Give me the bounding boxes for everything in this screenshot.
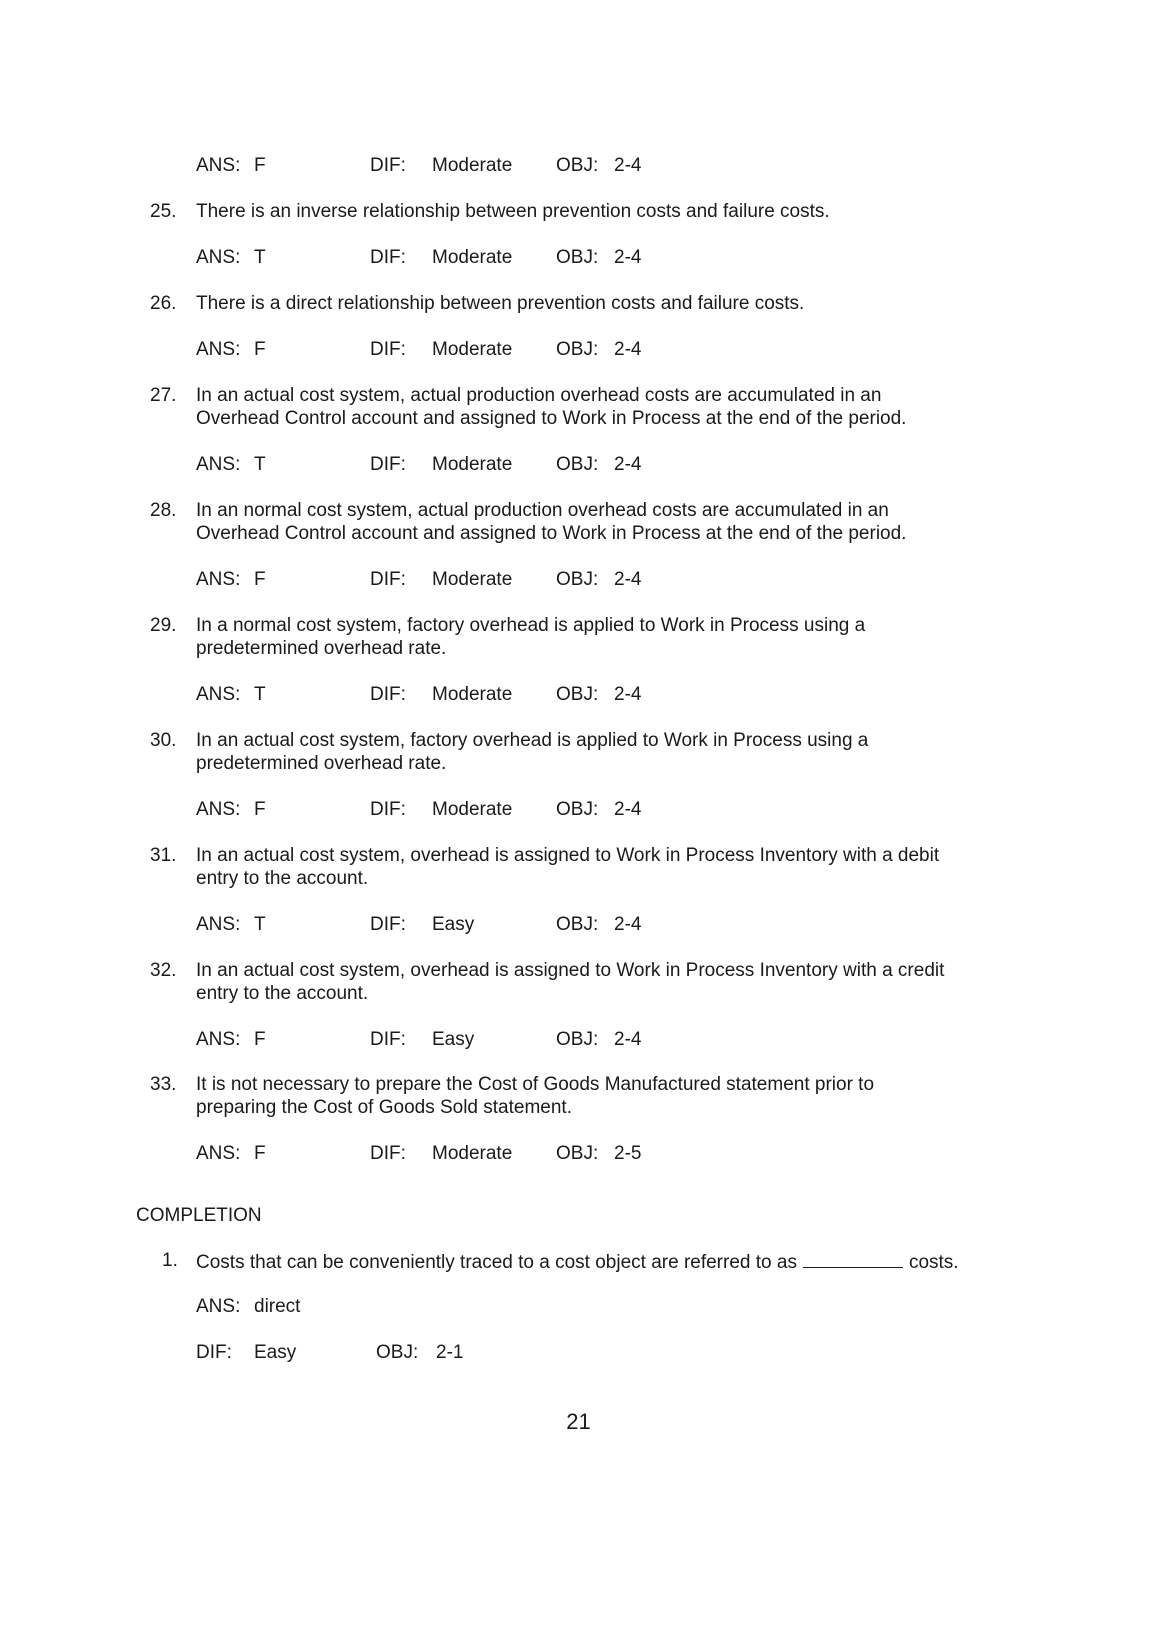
question-number: 31. — [150, 845, 177, 866]
ans-value: F — [254, 339, 266, 360]
obj-label: OBJ: — [556, 914, 599, 935]
obj-label: OBJ: — [556, 339, 599, 360]
obj-label: OBJ: — [556, 1029, 599, 1050]
obj-label: OBJ: — [556, 1143, 599, 1164]
dif-label: DIF: — [370, 1143, 406, 1164]
dif-label: DIF: — [370, 339, 406, 360]
question-text-line-1: In an actual cost system, overhead is assigned to Work in Process Inventory with a debit — [196, 845, 940, 866]
dif-value: Moderate — [432, 799, 513, 820]
obj-label: OBJ: — [556, 155, 599, 176]
ans-label: ANS: — [196, 914, 241, 935]
dif-label: DIF: — [370, 1029, 406, 1050]
obj-value: 2-4 — [614, 339, 642, 360]
dif-value: Moderate — [432, 155, 513, 176]
dif-value: Moderate — [432, 247, 513, 268]
question-text-line-1: In a normal cost system, factory overhead is applied to Work in Process using a — [196, 615, 866, 636]
dif-label: DIF: — [370, 155, 406, 176]
ans-value: F — [254, 1143, 266, 1164]
dif-label: DIF: — [370, 247, 406, 268]
obj-value: 2-4 — [614, 684, 642, 705]
obj-value: 2-4 — [614, 914, 642, 935]
obj-label: OBJ: — [556, 799, 599, 820]
dif-label: DIF: — [196, 1342, 232, 1363]
question-text-line-1: In an actual cost system, actual production overhead costs are accumulated in an — [196, 385, 882, 406]
question-number: 32. — [150, 960, 177, 981]
question-text-line-2: predetermined overhead rate. — [196, 638, 447, 659]
dif-label: DIF: — [370, 684, 406, 705]
ans-label: ANS: — [196, 339, 241, 360]
ans-label: ANS: — [196, 684, 241, 705]
section-heading: COMPLETION — [136, 1205, 262, 1226]
ans-value: T — [254, 454, 266, 475]
question-text-before: Costs that can be conveniently traced to a cost object are referred to as — [196, 1252, 797, 1273]
ans-value: F — [254, 1029, 266, 1050]
dif-value: Moderate — [432, 684, 513, 705]
ans-value: T — [254, 247, 266, 268]
ans-value: direct — [254, 1296, 301, 1317]
question-text-after: costs. — [908, 1252, 959, 1273]
dif-label: DIF: — [370, 454, 406, 475]
question-number: 26. — [150, 293, 177, 314]
question-number: 29. — [150, 615, 177, 636]
obj-label: OBJ: — [556, 454, 599, 475]
question-text-line-1: In an actual cost system, factory overhead is applied to Work in Process using a — [196, 730, 869, 751]
question-text-line-2: entry to the account. — [196, 983, 369, 1004]
ans-label: ANS: — [196, 569, 241, 590]
obj-value: 2-4 — [614, 454, 642, 475]
obj-label: OBJ: — [556, 569, 599, 590]
dif-value: Moderate — [432, 1143, 513, 1164]
obj-label: OBJ: — [376, 1342, 419, 1363]
ans-value: F — [254, 799, 266, 820]
fill-in-blank — [803, 1249, 903, 1268]
question-text-line-2: predetermined overhead rate. — [196, 753, 447, 774]
dif-value: Moderate — [432, 569, 513, 590]
question-text: There is a direct relationship between prevention costs and failure costs. — [196, 293, 805, 314]
ans-label: ANS: — [196, 454, 241, 475]
ans-label: ANS: — [196, 1029, 241, 1050]
obj-value: 2-4 — [614, 155, 642, 176]
dif-label: DIF: — [370, 914, 406, 935]
dif-label: DIF: — [370, 799, 406, 820]
dif-value: Easy — [432, 1029, 475, 1050]
ans-label: ANS: — [196, 1296, 241, 1317]
ans-value: F — [254, 155, 266, 176]
question-text-line-2: preparing the Cost of Goods Sold statement. — [196, 1097, 572, 1118]
question-text-line-1: In an actual cost system, overhead is assigned to Work in Process Inventory with a credit — [196, 960, 945, 981]
obj-value: 2-4 — [614, 247, 642, 268]
obj-value: 2-4 — [614, 1029, 642, 1050]
dif-value: Easy — [432, 914, 475, 935]
question-number: 1. — [162, 1250, 178, 1271]
question-text-line-2: Overhead Control account and assigned to Work in Process at the end of the period. — [196, 408, 907, 429]
ans-label: ANS: — [196, 155, 241, 176]
question-text-line-1: It is not necessary to prepare the Cost of Goods Manufactured statement prior to — [196, 1074, 875, 1095]
obj-value: 2-5 — [614, 1143, 642, 1164]
dif-value: Moderate — [432, 339, 513, 360]
ans-value: T — [254, 684, 266, 705]
obj-label: OBJ: — [556, 247, 599, 268]
page-number: 21 — [566, 1409, 591, 1434]
obj-value: 2-4 — [614, 799, 642, 820]
ans-label: ANS: — [196, 247, 241, 268]
ans-label: ANS: — [196, 799, 241, 820]
question-number: 33. — [150, 1074, 177, 1095]
question-text — [196, 1249, 1046, 1275]
question-number: 27. — [150, 385, 177, 406]
dif-label: DIF: — [370, 569, 406, 590]
ans-value: F — [254, 569, 266, 590]
obj-value: 2-1 — [436, 1342, 464, 1363]
ans-value: T — [254, 914, 266, 935]
ans-label: ANS: — [196, 1143, 241, 1164]
dif-value: Moderate — [432, 454, 513, 475]
question-number: 30. — [150, 730, 177, 751]
question-text-line-2: Overhead Control account and assigned to Work in Process at the end of the period. — [196, 523, 907, 544]
question-number: 28. — [150, 500, 177, 521]
question-number: 25. — [150, 201, 177, 222]
question-text-line-2: entry to the account. — [196, 868, 369, 889]
obj-value: 2-4 — [614, 569, 642, 590]
question-text: There is an inverse relationship between prevention costs and failure costs. — [196, 201, 830, 222]
question-text-line-1: In an normal cost system, actual production overhead costs are accumulated in an — [196, 500, 889, 521]
obj-label: OBJ: — [556, 684, 599, 705]
dif-value: Easy — [254, 1342, 297, 1363]
